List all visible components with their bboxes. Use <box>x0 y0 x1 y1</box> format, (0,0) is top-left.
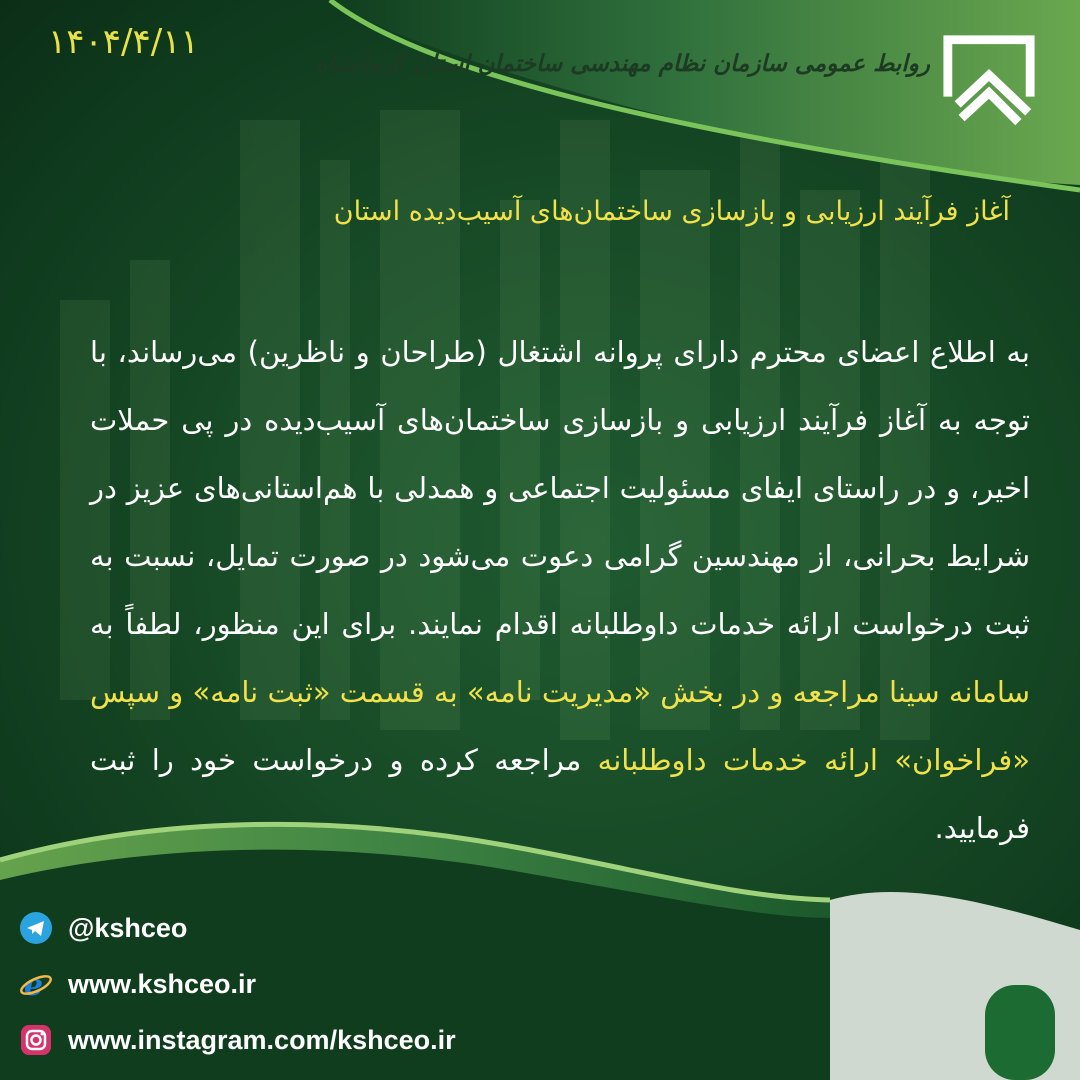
telegram-icon <box>18 910 54 946</box>
social-website[interactable] <box>18 956 456 1012</box>
web-icon <box>18 966 54 1002</box>
organization-name: روابط عمومی سازمان نظام مهندسی ساختمان استان کرمانشاه <box>316 50 930 77</box>
instagram-icon <box>18 1022 54 1058</box>
body-paragraph-1: به اطلاع اعضای محترم دارای پروانه اشتغال (طراحان و ناظرین) می‌رساند، با توجه به آغاز فرآیند ارزیابی و بازسازی ساختمان‌های آسیب‌دیده در پی حملات اخیر، و در راستای ایفای مسئولیت اجتماعی و همدلی با هم‌استانی‌های عزیز در شرایط بحرانی، از مهندسین گرامی دعوت می‌شود در صورت تمایل، نسبت به ثبت درخواست ارائه خدمات داوطلبانه اقدام نمایند. <box>90 335 1031 641</box>
social-telegram[interactable] <box>18 900 456 956</box>
date-label: ۱۴۰۴/۴/۱۱ <box>48 22 199 62</box>
instagram-url[interactable]: www.instagram.com/kshceo.ir <box>68 1024 456 1055</box>
headline: آغاز فرآیند ارزیابی و بازسازی ساختمان‌های آسیب‌دیده استان <box>333 196 1010 227</box>
body-paragraph-2-end: مراجعه کرده و درخواست خود را ثبت فرمایید. <box>90 743 1030 845</box>
kshceo-logo-icon <box>940 28 1038 126</box>
svg-text:e: e <box>24 968 44 1002</box>
website-url[interactable]: www.kshceo.ir <box>68 968 257 999</box>
social-links <box>18 900 456 1068</box>
telegram-handle[interactable]: @kshceo <box>68 912 188 943</box>
body-paragraph-2-start: برای این منظور، لطفاً به <box>90 607 397 641</box>
announcement-body <box>90 318 1030 862</box>
body-highlight: سامانه سینا مراجعه و در بخش «مدیریت نامه» به قسمت «ثبت نامه» و سپس «فراخوان» ارائه خدمات داوطلبانه <box>90 675 1030 777</box>
social-instagram[interactable] <box>18 1012 456 1068</box>
